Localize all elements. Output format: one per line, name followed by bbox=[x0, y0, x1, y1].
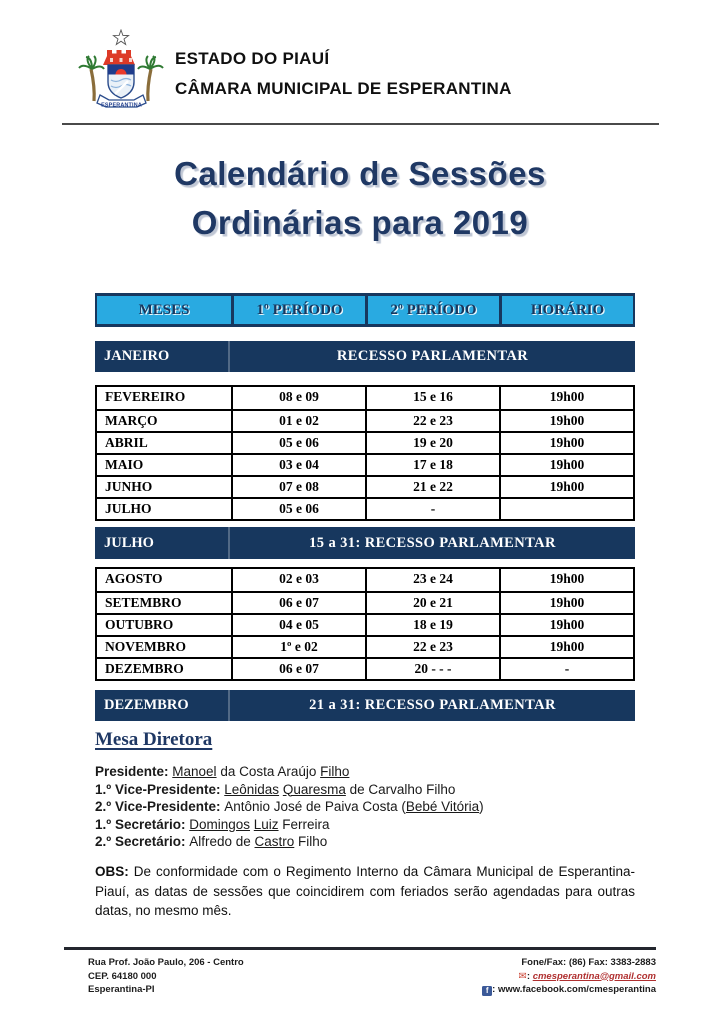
calendar-cell-time: 19h00 bbox=[499, 411, 633, 431]
calendar-header-cell: HORÁRIO bbox=[499, 296, 633, 324]
calendar-cell-month: JULHO bbox=[105, 501, 152, 516]
obs-label: OBS: bbox=[95, 864, 129, 879]
calendar-row bbox=[97, 409, 633, 431]
calendar-cell-month: SETEMBRO bbox=[105, 595, 182, 610]
calendar-cell-month: JUNHO bbox=[105, 479, 153, 494]
footer-address bbox=[88, 956, 244, 997]
board-section bbox=[95, 729, 635, 851]
footer-email-line bbox=[482, 970, 656, 984]
footer-address-line: Esperantina-PI bbox=[88, 984, 155, 995]
page-title-line1: Calendário de Sessões bbox=[174, 155, 546, 192]
calendar-cell-time: 19h00 bbox=[499, 455, 633, 475]
sessions-calendar bbox=[95, 293, 635, 721]
board-member bbox=[95, 763, 635, 781]
calendar-table-second-semester bbox=[95, 567, 635, 681]
palm-tree-icon bbox=[79, 56, 104, 101]
email-link[interactable]: cmesperantina@gmail.com bbox=[532, 970, 656, 982]
calendar-cell-time: 19h00 bbox=[499, 433, 633, 453]
calendar-cell-month: FEVEREIRO bbox=[105, 389, 186, 404]
calendar-cell-period2: 15 e 16 bbox=[365, 387, 499, 409]
recess-label: RECESSO PARLAMENTAR bbox=[336, 348, 529, 364]
member-role: 2.º Vice-Presidente: bbox=[95, 799, 225, 814]
header-divider bbox=[62, 123, 659, 125]
calendar-row bbox=[97, 453, 633, 475]
calendar-cell-period2: 20 - - - bbox=[365, 659, 499, 679]
page-title bbox=[0, 149, 720, 247]
calendar-cell-period2: 18 e 19 bbox=[365, 615, 499, 635]
member-name: Ferreira bbox=[278, 816, 330, 832]
calendar-cell-time: 19h00 bbox=[499, 593, 633, 613]
member-name: ) bbox=[479, 799, 484, 814]
board-heading: Mesa Diretora bbox=[95, 729, 213, 750]
calendar-cell-month: DEZEMBRO bbox=[105, 661, 184, 676]
org-line-chamber: CÂMARA MUNICIPAL DE ESPERANTINA bbox=[175, 79, 512, 98]
calendar-header-cell: 1º PERÍODO bbox=[231, 296, 365, 324]
calendar-row bbox=[97, 387, 633, 409]
member-name-underlined: Quaresma bbox=[282, 781, 346, 797]
footer-address-line: Rua Prof. João Paulo, 206 - Centro bbox=[88, 957, 244, 968]
calendar-row bbox=[97, 613, 633, 635]
calendar-cell-month: MARÇO bbox=[105, 413, 158, 428]
calendar-cell-time: 19h00 bbox=[499, 637, 633, 657]
recess-label: 15 a 31: RECESSO PARLAMENTAR bbox=[309, 535, 556, 551]
recess-month: JULHO bbox=[95, 527, 230, 559]
calendar-cell-time: 19h00 bbox=[499, 569, 633, 591]
calendar-row bbox=[97, 431, 633, 453]
calendar-cell-period2: 22 e 23 bbox=[365, 411, 499, 431]
member-name-underlined: Luiz bbox=[253, 816, 279, 832]
footer bbox=[88, 956, 656, 997]
calendar-cell-period2: - bbox=[365, 499, 499, 519]
member-name-underlined: Leônidas bbox=[224, 781, 280, 797]
member-name-underlined: Castro bbox=[254, 834, 295, 849]
calendar-cell-period2: 20 e 21 bbox=[365, 593, 499, 613]
board-members bbox=[95, 763, 635, 851]
calendar-cell-period2: 17 e 18 bbox=[365, 455, 499, 475]
obs-note bbox=[95, 862, 635, 921]
calendar-row bbox=[97, 635, 633, 657]
calendar-row bbox=[97, 569, 633, 591]
board-member bbox=[95, 833, 635, 851]
footer-address-line: CEP. 64180 000 bbox=[88, 970, 157, 982]
calendar-cell-period2: 19 e 20 bbox=[365, 433, 499, 453]
calendar-header-cell: 2º PERÍODO bbox=[365, 296, 499, 324]
footer-contacts bbox=[482, 956, 656, 997]
member-name: da Costa Araújo bbox=[216, 764, 321, 779]
member-name: Alfredo de bbox=[189, 834, 255, 849]
calendar-cell-time: 19h00 bbox=[499, 477, 633, 497]
envelope-icon: ✉ bbox=[518, 970, 527, 982]
member-name-underlined: Domingos bbox=[189, 816, 251, 832]
calendar-header-row bbox=[95, 293, 635, 327]
footer-phone: Fone/Fax: (86) Fax: 3383-2883 bbox=[521, 957, 656, 968]
obs-text: De conformidade com o Regimento Interno da Câmara Municipal de Esperantina-Piauí, as datas de sessões que coincidirem com feriados serão agendadas para outras datas, no mesmo mês. bbox=[95, 864, 635, 918]
calendar-row bbox=[97, 657, 633, 679]
member-name: Filho bbox=[294, 834, 328, 849]
recess-month: JANEIRO bbox=[95, 341, 230, 372]
calendar-cell-time: - bbox=[499, 659, 633, 679]
facebook-icon: f bbox=[482, 986, 492, 996]
calendar-cell-period1: 01 e 02 bbox=[231, 411, 365, 431]
star-icon bbox=[113, 30, 128, 45]
calendar-cell-time: 19h00 bbox=[499, 387, 633, 409]
board-member bbox=[95, 781, 635, 799]
calendar-cell-period1: 05 e 06 bbox=[231, 499, 365, 519]
calendar-cell-period1: 08 e 09 bbox=[231, 387, 365, 409]
member-name-underlined: Manoel bbox=[172, 764, 217, 779]
calendar-cell-month: NOVEMBRO bbox=[105, 639, 186, 654]
calendar-cell-time: 19h00 bbox=[499, 615, 633, 635]
footer-facebook-line bbox=[482, 983, 656, 997]
crown-icon bbox=[103, 50, 135, 65]
recess-bar-janeiro bbox=[95, 341, 635, 372]
calendar-row bbox=[97, 591, 633, 613]
calendar-cell-period1: 05 e 06 bbox=[231, 433, 365, 453]
facebook-url: www.facebook.com/cmesperantina bbox=[497, 984, 656, 995]
member-name-underlined: Filho bbox=[320, 764, 350, 779]
calendar-cell-period1: 04 e 05 bbox=[231, 615, 365, 635]
calendar-row bbox=[97, 497, 633, 519]
board-member bbox=[95, 798, 635, 816]
calendar-cell-period2: 21 e 22 bbox=[365, 477, 499, 497]
recess-month: DEZEMBRO bbox=[95, 690, 230, 721]
facebook-separator: : bbox=[492, 984, 498, 995]
calendar-cell-month: OUTUBRO bbox=[105, 617, 174, 632]
crest-banner-text: ESPERANTINA bbox=[101, 102, 142, 109]
calendar-header-cell: MESES bbox=[138, 302, 190, 318]
coat-of-arms-icon bbox=[77, 29, 166, 129]
org-header bbox=[175, 44, 512, 104]
calendar-cell-time bbox=[499, 499, 633, 519]
recess-bar-julho bbox=[95, 527, 635, 559]
member-name: Antônio José de Paiva Costa ( bbox=[224, 799, 406, 814]
calendar-cell-month: MAIO bbox=[105, 457, 144, 472]
calendar-row bbox=[97, 475, 633, 497]
member-role: 2.º Secretário: bbox=[95, 834, 190, 849]
esperantina-coat-of-arms bbox=[77, 29, 166, 129]
recess-label: 21 a 31: RECESSO PARLAMENTAR bbox=[309, 697, 556, 713]
org-line-state: ESTADO DO PIAUÍ bbox=[175, 49, 330, 68]
member-name-underlined: Bebé Vitória bbox=[405, 799, 480, 814]
calendar-cell-period1: 1º e 02 bbox=[231, 637, 365, 657]
calendar-cell-period1: 07 e 08 bbox=[231, 477, 365, 497]
board-member bbox=[95, 816, 635, 834]
footer-divider bbox=[64, 947, 656, 950]
email-separator: : bbox=[526, 970, 533, 982]
calendar-cell-period1: 03 e 04 bbox=[231, 455, 365, 475]
shield-icon bbox=[108, 65, 134, 98]
calendar-cell-month: AGOSTO bbox=[105, 571, 163, 586]
recess-bar-dezembro bbox=[95, 690, 635, 721]
member-name: de Carvalho Filho bbox=[345, 781, 456, 797]
member-role: Presidente: bbox=[95, 764, 173, 779]
member-role: 1.º Vice-Presidente: bbox=[95, 781, 225, 797]
member-role: 1.º Secretário: bbox=[95, 816, 190, 832]
calendar-cell-period2: 23 e 24 bbox=[365, 569, 499, 591]
calendar-cell-period2: 22 e 23 bbox=[365, 637, 499, 657]
palm-tree-icon bbox=[138, 56, 163, 101]
calendar-cell-period1: 02 e 03 bbox=[231, 569, 365, 591]
calendar-cell-month: ABRIL bbox=[105, 435, 148, 450]
calendar-cell-period1: 06 e 07 bbox=[231, 593, 365, 613]
calendar-table-first-semester bbox=[95, 385, 635, 521]
page-title-line2: Ordinárias para 2019 bbox=[191, 204, 529, 241]
calendar-cell-period1: 06 e 07 bbox=[231, 659, 365, 679]
